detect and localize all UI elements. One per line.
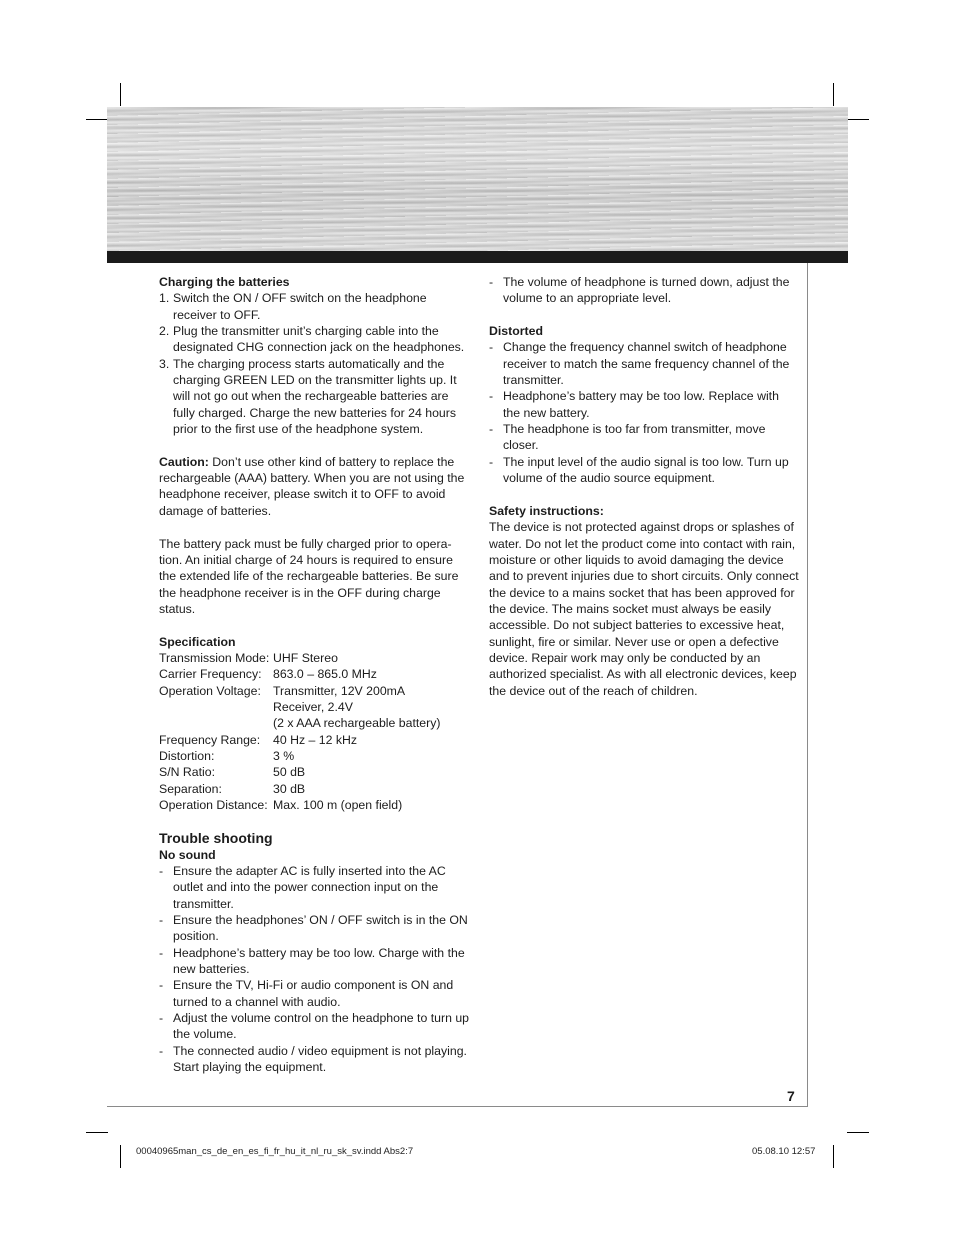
safety-text: The device is not protected against drops or splashes of water. Do not let the product come into contact with rain, moisture or other liquids to avoid damaging the device and to prevent injuries due to short circuits. Only connect the device to a mains socket that has been approved for the device. The mains socket must always be easily accessible. Do not subject batteries to excessive heat, sunlight, fire or similar. Never use or open a defective device. Repair work may only be conducted by an authorized specialist. As with all electronic devices, keep the device out of the reach of children. [489,520,799,698]
no-sound-list [159,863,469,1075]
header-dark-bar [107,251,848,263]
distorted-heading: Distorted [489,324,543,339]
bullet-dash: - [489,275,494,289]
spec-label: Operation Voltage: [159,683,261,698]
safety-heading: Safety instructions: [489,503,604,518]
list-item: - Headphone’s battery may be too low. Charge with the new batteries. [159,945,465,977]
footer-datetime: 05.08.10 12:57 [752,1146,816,1157]
crop-mark [120,83,121,106]
specification-table [159,650,469,813]
list-item: - The volume of headphone is turned down, adjust the volume to an appropriate level. [489,275,790,306]
spec-value: 3 % [273,748,295,763]
list-item: - Adjust the volume control on the headphone to turn up the volume. [159,1011,470,1042]
list-item: - Headphone’s battery may be too low. Replace with the new battery. [489,389,779,420]
spec-row [159,650,469,666]
crop-mark [120,1145,121,1168]
crop-mark [833,1145,834,1168]
header-brushed-metal-band [107,107,848,251]
continued-list [489,274,799,307]
bullet-dash: - [159,1011,164,1026]
spec-row [159,764,469,780]
spec-value: Max. 100 m (open field) [273,798,403,812]
step-text: Switch the ON / OFF switch on the headphone receiver to OFF. [173,291,427,322]
list-item: - The headphone is too far from transmitter, move closer. [489,422,766,453]
spec-value: 40 Hz – 12 kHz [273,732,358,747]
list-item: - The input level of the audio signal is too low. Turn up volume of the audio source equipment. [489,454,789,486]
bullet-dash: - [159,945,164,960]
spec-value: (2 x AAA rechargeable battery) [273,716,441,731]
spec-row [159,683,469,732]
charging-step [159,356,469,438]
footer-file-info: 00040965man_cs_de_en_es_fi_fr_hu_it_nl_ru_sk_sv.indd Abs2:7 [136,1146,414,1157]
distorted-list [489,339,799,486]
spec-label: Distortion: [159,748,215,763]
page-frame-right-rule [807,263,808,1106]
spec-row [159,797,469,813]
step-text: Plug the transmitter unit’s charging cable into the designated CHG connection jack on the headphones. [173,324,465,355]
spec-label: Transmission Mode: [159,650,270,665]
left-column [159,274,469,1076]
spec-value: Transmitter, 12V 200mA [273,683,406,698]
crop-mark [833,83,834,106]
battery-pack-note: The battery pack must be fully charged prior to opera-tion. An initial charge of 24 hours is required to ensure the extended life of the rechargeable batteries. Be sure the headphone receiver is in the OFF during charge status. [159,536,459,616]
caution-paragraph [159,454,469,519]
trouble-shooting-heading: Trouble shooting [159,829,273,846]
specification-heading: Specification [159,634,236,649]
step-text: The charging process starts automatically and the charging GREEN LED on the transmitter lights up. It will not go out when the rechargeable batteries are fully charged. Charge the new batteries for 24 hours prior to the first use of the headphone system. [173,356,457,437]
step-number: 2. [159,324,170,339]
list-item: - Ensure the TV, Hi-Fi or audio component is ON and turned to a channel with audio. [159,978,454,1009]
spec-row [159,748,469,764]
step-number: 3. [159,356,170,371]
list-item: - The connected audio / video equipment is not playing. Start playing the equipment. [159,1043,467,1075]
spec-row [159,666,469,682]
no-sound-heading: No sound [159,847,216,862]
page-frame-bottom-rule [107,1106,808,1107]
spec-label: S/N Ratio: [159,765,216,780]
caution-text: Don’t use other kind of battery to replace the rechargeable (AAA) battery. When you are not using the headphone receiver, please switch it to OFF to avoid damage of batteries. [159,454,465,518]
spec-row [159,781,469,797]
charging-step [159,290,469,323]
spec-value: 50 dB [273,765,306,780]
bullet-dash: - [159,864,164,879]
spec-label: Frequency Range: [159,732,261,747]
caution-label: Caution: [159,454,209,469]
bullet-dash: - [489,454,494,469]
spec-row [159,732,469,748]
spec-value: Receiver, 2.4V [273,699,353,714]
spec-value: UHF Stereo [273,650,338,665]
bullet-dash: - [159,978,164,993]
spec-value: 863.0 – 865.0 MHz [273,667,377,682]
step-number: 1. [159,291,170,306]
list-item: - Ensure the adapter AC is fully inserted into the AC outlet and into the power connection input on the transmitter. [159,864,446,911]
list-item: - Ensure the headphones’ ON / OFF switch is in the ON position. [159,913,468,944]
charging-heading: Charging the batteries [159,275,290,289]
bullet-dash: - [489,340,494,355]
page-number: 7 [787,1088,795,1104]
list-item: - Change the frequency channel switch of headphone receiver to match the same frequency channel of the transmitter. [489,340,790,388]
spec-label: Separation: [159,781,222,796]
bullet-dash: - [489,389,494,404]
bullet-dash: - [489,422,494,437]
spec-label: Operation Distance: [159,798,268,812]
spec-label: Carrier Frequency: [159,667,262,682]
charging-step [159,323,469,356]
charging-steps-list [159,290,469,437]
crop-mark [86,119,108,120]
crop-mark [847,119,869,120]
right-column [489,274,799,699]
crop-mark [86,1132,108,1133]
crop-mark [847,1132,869,1133]
bullet-dash: - [159,1043,164,1058]
spec-value: 30 dB [273,781,306,796]
bullet-dash: - [159,913,164,928]
